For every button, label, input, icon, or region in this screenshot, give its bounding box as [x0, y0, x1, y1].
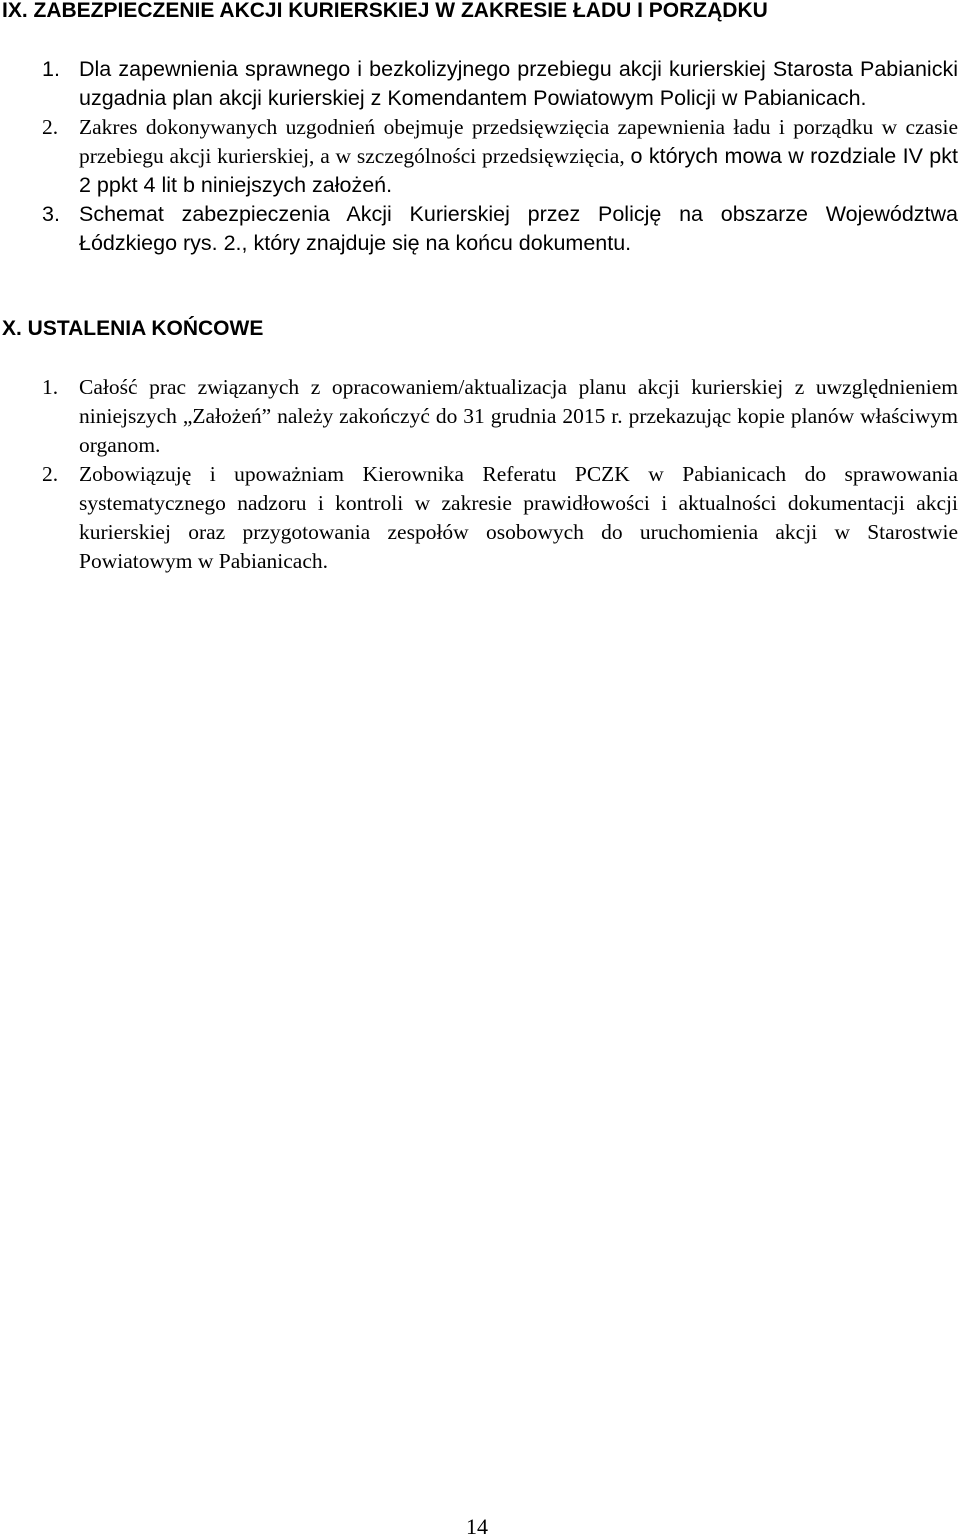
item-text-tail: o których mowa w rozdziale IV pkt 2 ppkt 4 lit b niniejszych założeń.: [79, 144, 958, 197]
section-ix-list: [0, 55, 958, 258]
item-number: 2.: [42, 462, 59, 486]
item-text: Schemat zabezpieczenia Akcji Kurierskiej przez Policję na obszarze Województwa Łódzkiego rys. 2., który znajduje się na końcu dokumentu.: [79, 202, 958, 255]
list-item: [0, 55, 958, 113]
section-heading-ix: IX. ZABEZPIECZENIE AKCJI KURIERSKIEJ W ZAKRESIE ŁADU I PORZĄDKU: [2, 0, 768, 22]
list-item: [0, 200, 958, 258]
section-heading-x: X. USTALENIA KOŃCOWE: [2, 317, 264, 340]
item-text-main: Zakres dokonywanych uzgodnień obejmuje przedsięwzięcia zapewnienia ładu i porządku w czasie przebiegu akcji kurierskiej, a w szczególności przedsięwzięcia,: [79, 115, 958, 168]
list-item: [0, 113, 958, 200]
item-number: 2.: [42, 115, 59, 139]
item-text: Zobowiązuję i upoważniam Kierownika Referatu PCZK w Pabianicach do sprawowania systematycznego nadzoru i kontroli w zakresie prawidłowości i aktualności dokumentacji akcji kurierskiej oraz przygotowania zespołów osobowych do uruchomienia akcji w Starostwie Powiatowym w Pabianicach.: [79, 462, 958, 573]
item-number: 1.: [42, 57, 60, 81]
item-text-tail: przekazując kopie planów właściwym organom.: [79, 404, 959, 457]
item-text-main: Całość prac związanych z opracowaniem/aktualizacja planu akcji kurierskiej z uwzględnieniem niniejszych „Założeń” należy zakończyć do 31 grudnia 2015 r.: [79, 375, 958, 428]
item-text: Dla zapewnienia sprawnego i bezkolizyjnego przebiegu akcji kurierskiej Starosta Pabianicki uzgadnia plan akcji kurierskiej z Komendantem Powiatowym Policji w Pabianicach.: [79, 57, 958, 110]
section-x-list: [0, 373, 958, 576]
item-number: 3.: [42, 202, 60, 226]
item-number: 1.: [42, 375, 59, 399]
item-text: [79, 113, 958, 200]
list-item: [0, 460, 958, 576]
list-item: [0, 373, 958, 460]
page-number: 14: [466, 1514, 488, 1539]
item-text: [79, 373, 958, 460]
